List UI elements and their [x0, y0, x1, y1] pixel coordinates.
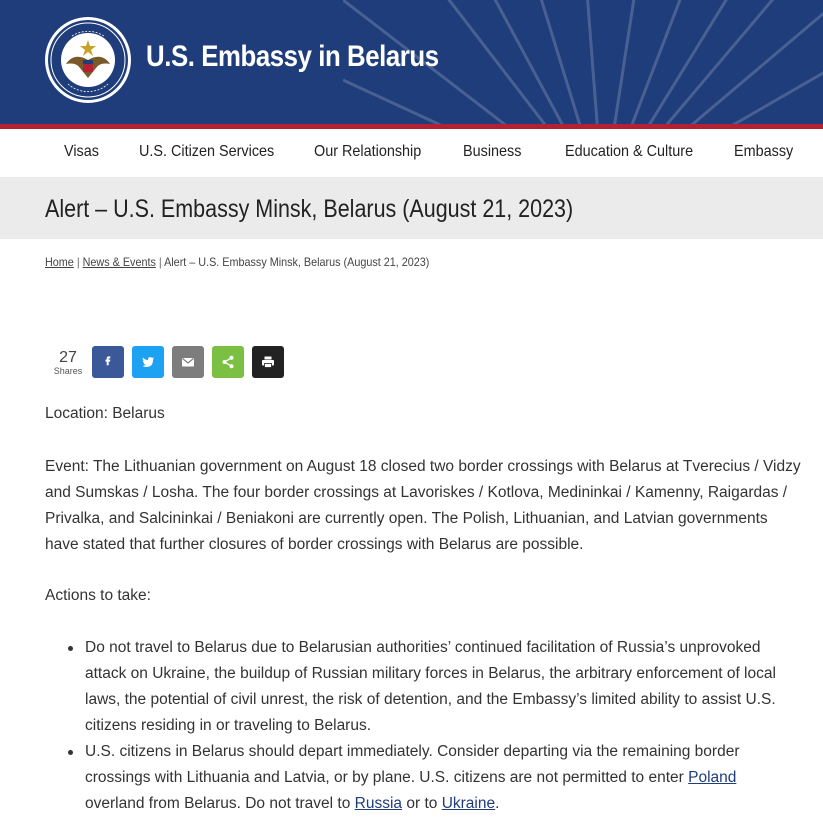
- twitter-share-button[interactable]: [132, 346, 164, 378]
- breadcrumb-current: Alert – U.S. Embassy Minsk, Belarus (August 21, 2023): [164, 255, 430, 269]
- bullet-text: or to: [402, 795, 442, 812]
- breadcrumb: [45, 255, 429, 269]
- email-share-button[interactable]: [172, 346, 204, 378]
- bullet-text: Do not travel to Belarus due to Belarusian authorities’ continued facilitation of Russia’s unprovoked attack on Ukraine, the buildup of Russian military forces in Belarus, the arbitrary enforcement of local laws, the potential of civil unrest, the risk of detention, and the Embassy’s limited ability to assist U.S. citizens residing in or traveling to Belarus.: [85, 639, 776, 734]
- actions-heading-paragraph: [45, 583, 805, 609]
- site-header: [0, 0, 823, 124]
- share-count-number: 27: [59, 349, 77, 366]
- nav-item-embassy[interactable]: Embassy: [734, 143, 794, 160]
- print-icon: [260, 354, 276, 370]
- print-button[interactable]: [252, 346, 284, 378]
- event-paragraph: [45, 454, 805, 558]
- email-icon: [180, 354, 196, 370]
- breadcrumb-separator: |: [73, 255, 83, 269]
- list-item: [85, 635, 790, 739]
- actions-heading: Actions to take:: [45, 587, 151, 604]
- location-text: Location: Belarus: [45, 405, 165, 422]
- breadcrumb-home-link[interactable]: Home: [45, 255, 74, 269]
- bullet-text: overland from Belarus. Do not travel to: [85, 795, 355, 812]
- share-count-label: Shares: [53, 366, 83, 376]
- nav-item-us-citizen-services[interactable]: U.S. Citizen Services: [139, 143, 275, 160]
- breadcrumb-news-events-link[interactable]: News & Events: [82, 255, 156, 269]
- twitter-icon: [140, 354, 156, 370]
- facebook-icon: [100, 354, 116, 370]
- event-text: Event: The Lithuanian government on August 18 closed two border crossings with Belarus at Tverecius / Vidzy and Sumskas / Losha. The four border crossings at Lavoriskes / Kotlova, Medininkai / Kamenny, Raigardas / Privalka, and Salcininkai / Beniakoni are currently open. The Polish, Lithuanian, and Latvian governments have stated that further closures of border crossings with Belarus are possible.: [45, 458, 801, 553]
- title-band: [0, 177, 823, 239]
- location-paragraph: [45, 401, 805, 427]
- nav-item-education-culture[interactable]: Education & Culture: [565, 143, 694, 160]
- share-button[interactable]: [212, 346, 244, 378]
- bullet-text: U.S. citizens in Belarus should depart immediately. Consider departing via the remaining border crossings with Lithuania and Latvia, or by plane. U.S. citizens are not permitted to enter: [85, 743, 740, 786]
- main-nav: [0, 129, 823, 177]
- ukraine-link[interactable]: Ukraine: [441, 795, 496, 812]
- facebook-share-button[interactable]: [92, 346, 124, 378]
- share-count: [50, 349, 86, 376]
- site-title[interactable]: U.S. Embassy in Belarus: [146, 40, 439, 73]
- actions-list: [85, 635, 790, 817]
- page-title: Alert – U.S. Embassy Minsk, Belarus (August 21, 2023): [45, 195, 574, 223]
- bullet-text: .: [495, 795, 500, 812]
- share-icon: [220, 354, 236, 370]
- russia-link[interactable]: Russia: [354, 795, 403, 812]
- nav-item-visas[interactable]: Visas: [64, 143, 99, 160]
- nav-item-business[interactable]: Business: [463, 143, 522, 160]
- department-of-state-seal-icon[interactable]: [44, 16, 132, 104]
- nav-item-our-relationship[interactable]: Our Relationship: [314, 143, 422, 160]
- breadcrumb-separator: |: [155, 255, 165, 269]
- list-item: [85, 739, 790, 817]
- poland-link[interactable]: Poland: [688, 769, 737, 786]
